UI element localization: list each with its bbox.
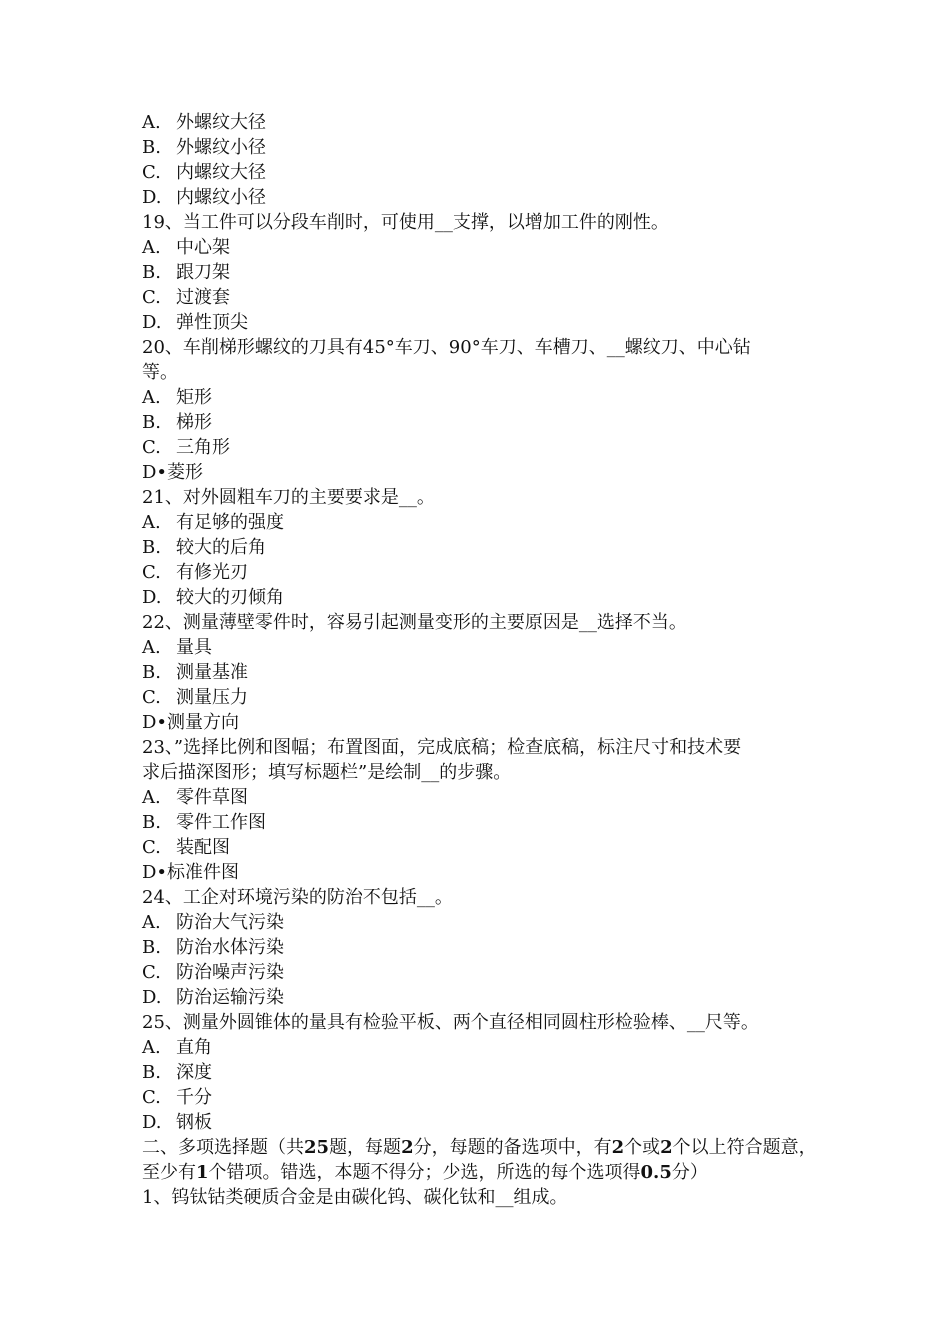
question-20-stem-cont: 等。 [142, 362, 178, 383]
option-a: A. 矩形 [142, 387, 212, 408]
option-d: D. 内螺纹小径 [142, 187, 266, 208]
option-c: C. 装配图 [142, 837, 230, 858]
question-23-stem-cont: 求后描深图形；填写标题栏”是绘制__的步骤。 [142, 762, 512, 783]
option-d: D. 钢板 [142, 1112, 212, 1133]
option-b: B. 深度 [142, 1062, 212, 1083]
option-a: A. 外螺纹大径 [142, 112, 266, 133]
option-b: B. 零件工作图 [142, 812, 266, 833]
option-c: C. 内螺纹大径 [142, 162, 266, 183]
option-a: A. 直角 [142, 1037, 212, 1058]
question-21-stem: 21、对外圆粗车刀的主要要求是__。 [142, 487, 435, 508]
option-c: C. 测量压力 [142, 687, 248, 708]
option-d: D•标准件图 [142, 862, 240, 883]
exam-content [142, 110, 822, 1210]
question-19-stem: 19、当工件可以分段车削时，可使用__支撑，以增加工件的刚性。 [142, 212, 669, 233]
option-a: A. 防治大气污染 [142, 912, 284, 933]
option-d: D•测量方向 [142, 712, 240, 733]
option-d: D. 弹性顶尖 [142, 312, 248, 333]
option-c: C. 三角形 [142, 437, 230, 458]
question-20-stem: 20、车削梯形螺纹的刀具有45°车刀、90°车刀、车槽刀、__螺纹刀、中心钻 [142, 337, 751, 358]
option-d: D•菱形 [142, 462, 204, 483]
option-b: B. 测量基准 [142, 662, 248, 683]
question-22-stem: 22、测量薄壁零件时，容易引起测量变形的主要原因是__选择不当。 [142, 612, 687, 633]
option-a: A. 零件草图 [142, 787, 248, 808]
question-24-stem: 24、工企对环境污染的防治不包括__。 [142, 887, 453, 908]
option-a: A. 有足够的强度 [142, 512, 284, 533]
option-d: D. 防治运输污染 [142, 987, 284, 1008]
option-c: C. 有修光刃 [142, 562, 248, 583]
option-b: B. 防治水体污染 [142, 937, 284, 958]
option-c: C. 过渡套 [142, 287, 230, 308]
option-a: A. 量具 [142, 637, 212, 658]
option-b: B. 外螺纹小径 [142, 137, 266, 158]
option-b: B. 梯形 [142, 412, 212, 433]
section-2-heading: 二、多项选择题（共25题，每题2分，每题的备选项中，有2个或2个以上符合题意，至少有1个错项。错选，本题不得分；少选，所选的每个选项得0.5分） [142, 1137, 817, 1183]
option-d: D. 较大的刃倾角 [142, 587, 284, 608]
option-c: C. 千分 [142, 1087, 212, 1108]
option-a: A. 中心架 [142, 237, 230, 258]
multi-question-1-stem: 1、钨钛钴类硬质合金是由碳化钨、碳化钛和__组成。 [142, 1187, 568, 1208]
option-b: B. 较大的后角 [142, 537, 266, 558]
option-b: B. 跟刀架 [142, 262, 230, 283]
question-25-stem: 25、测量外圆锥体的量具有检验平板、两个直径相同圆柱形检验棒、__尺等。 [142, 1012, 759, 1033]
question-23-stem: 23、”选择比例和图幅；布置图面，完成底稿；检查底稿，标注尺寸和技术要 [142, 737, 742, 758]
option-c: C. 防治噪声污染 [142, 962, 284, 983]
